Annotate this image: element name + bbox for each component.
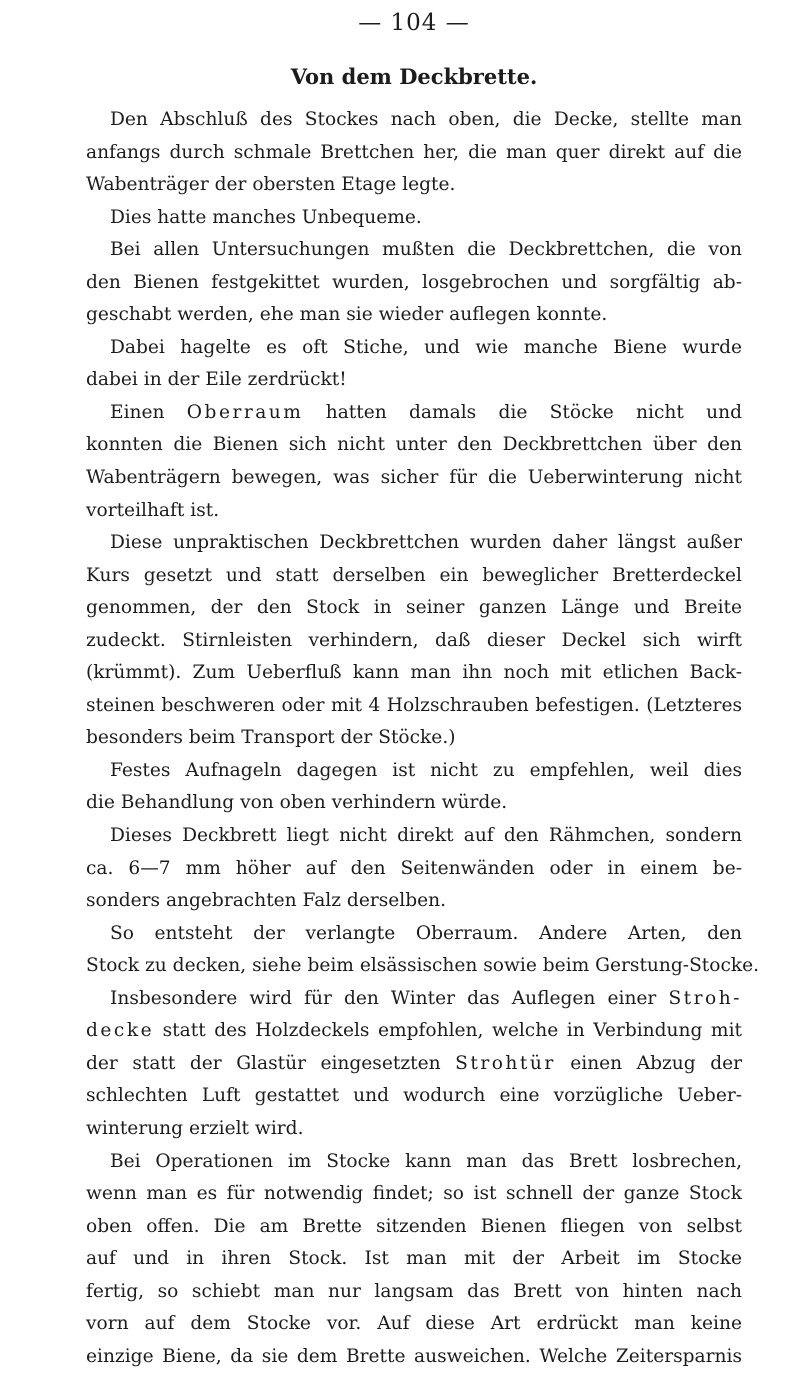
line-text: Wabenträgern bewegen, was sicher für die Ueberwinterung nicht [86, 467, 742, 489]
line-text: Festes Aufnageln dagegen ist nicht zu empfehlen, weil dies [110, 759, 742, 781]
text-line [86, 853, 742, 886]
book-page [86, 0, 760, 1367]
text-line [86, 885, 742, 918]
line-text: der statt der Glastür eingesetzten [86, 1052, 441, 1074]
body-text [86, 104, 760, 1373]
line-text: Wabenträger der obersten Etage legte. [86, 174, 456, 196]
text-line [86, 1211, 742, 1244]
line-text: vorn auf dem Stocke vor. Auf diese Art erdrückt man keine [86, 1313, 742, 1335]
line-text: den Bienen festgekittet wurden, losgebrochen und sorgfältig ab- [86, 271, 742, 293]
line-text: Dieses Deckbrett liegt nicht direkt auf den Rähmchen, sondern [110, 825, 742, 847]
text-line [86, 104, 742, 137]
page-number: — 104 — [358, 10, 470, 36]
line-text: winterung erzielt wird. [86, 1117, 304, 1139]
text-line [86, 1113, 742, 1146]
text-line [86, 202, 742, 235]
text-line [86, 560, 742, 593]
line-text: Dabei hagelte es oft Stiche, und wie manche Biene wurde [110, 336, 742, 358]
text-line [86, 983, 742, 1016]
text-line [86, 527, 742, 560]
text-line [86, 1308, 742, 1341]
text-line [86, 918, 742, 951]
text-line [86, 657, 742, 690]
text-line [86, 429, 742, 462]
text-line [86, 462, 742, 495]
text-line [86, 1341, 742, 1373]
line-text: Kurs gesetzt und statt derselben ein beweglicher Bretterdeckel [86, 564, 742, 586]
text-line [86, 137, 742, 170]
text-line [86, 169, 742, 202]
text-line [86, 1243, 742, 1276]
line-text: Einen [110, 401, 165, 423]
line-text: steinen beschweren oder mit 4 Holzschrauben befestigen. (Letzteres [86, 694, 742, 716]
line-text: Dies hatte manches Unbequeme. [110, 206, 422, 228]
text-line [86, 1146, 742, 1179]
line-text: die Behandlung von oben verhindern würde. [86, 792, 508, 814]
text-line [86, 592, 742, 625]
text-line [86, 625, 742, 658]
line-text: anfangs durch schmale Brettchen her, die man quer direkt auf die [86, 141, 742, 163]
line-text: So entsteht der verlangte Oberraum. Andere Arten, den [110, 922, 742, 944]
text-line [86, 690, 742, 723]
text-line [86, 722, 742, 755]
line-text: Bei Operationen im Stocke kann man das Brett losbrechen, [110, 1150, 742, 1172]
line-text: einzige Biene, da sie dem Brette ausweichen. Welche Zeitersparnis [86, 1345, 742, 1367]
text-line [86, 234, 742, 267]
line-text: Diese unpraktischen Deckbrettchen wurden daher längst außer [110, 532, 742, 554]
line-text-continued: hatten damals die Stöcke nicht und [325, 401, 742, 423]
text-line [86, 820, 742, 853]
text-line [86, 1178, 742, 1211]
text-line [86, 755, 742, 788]
line-text: Stock zu decken, siehe beim elsässischen sowie beim Gerstung-Stocke. [86, 955, 760, 977]
line-text: konnten die Bienen sich nicht unter den Deckbrettchen über den [86, 434, 742, 456]
line-text: schlechten Luft gestattet und wodurch eine vorzügliche Ueber- [86, 1085, 742, 1107]
line-text: sonders angebrachten Falz derselben. [86, 890, 447, 912]
line-text: fertig, so schiebt man nur langsam das Brett von hinten nach [86, 1280, 742, 1302]
line-text: auf und in ihren Stock. Ist man mit der Arbeit im Stocke [86, 1248, 742, 1270]
text-line [86, 1080, 742, 1113]
text-line [86, 332, 742, 365]
text-line [86, 1048, 742, 1081]
emphasized-term: decke [86, 1020, 155, 1042]
emphasized-term: Stroh- [668, 987, 742, 1009]
section-heading: Von dem Deckbrette. [290, 64, 538, 89]
text-line [86, 364, 742, 397]
text-line [86, 950, 760, 983]
text-line [86, 1276, 742, 1309]
line-text: wenn man es für notwendig findet; so ist schnell der ganze Stock [86, 1183, 742, 1205]
text-line [86, 267, 742, 300]
line-text: (krümmt). Zum Ueberfluß kann man ihn noch mit etlichen Back- [86, 662, 742, 684]
line-text: vorteilhaft ist. [86, 499, 220, 521]
line-text: genommen, der den Stock in seiner ganzen Länge und Breite [86, 597, 742, 619]
text-line [86, 397, 742, 430]
line-text: geschabt werden, ehe man sie wieder auflegen konnte. [86, 304, 608, 326]
text-line [86, 1015, 742, 1048]
text-line [86, 495, 742, 528]
line-text: Den Abschluß des Stockes nach oben, die Decke, stellte man [110, 109, 742, 130]
line-text: zudeckt. Stirnleisten verhindern, daß dieser Deckel sich wirft [86, 629, 742, 651]
line-text-continued: einen Abzug der [570, 1052, 742, 1074]
text-line [86, 299, 742, 332]
emphasized-term: Strohtür [455, 1052, 556, 1074]
line-text: oben offen. Die am Brette sitzenden Bienen fliegen von selbst [86, 1215, 742, 1237]
line-text: Bei allen Untersuchungen mußten die Deckbrettchen, die von [110, 239, 742, 261]
line-text: besonders beim Transport der Stöcke.) [86, 727, 456, 749]
emphasized-term: Oberraum [186, 401, 304, 423]
line-text: Insbesondere wird für den Winter das Auflegen einer [110, 987, 657, 1009]
text-line [86, 787, 742, 820]
line-text: ca. 6—7 mm höher auf den Seitenwänden oder in einem be- [86, 857, 742, 879]
line-text: dabei in der Eile zerdrückt! [86, 369, 347, 391]
line-text-continued: statt des Holzdeckels empfohlen, welche in Verbindung mit [162, 1020, 742, 1042]
